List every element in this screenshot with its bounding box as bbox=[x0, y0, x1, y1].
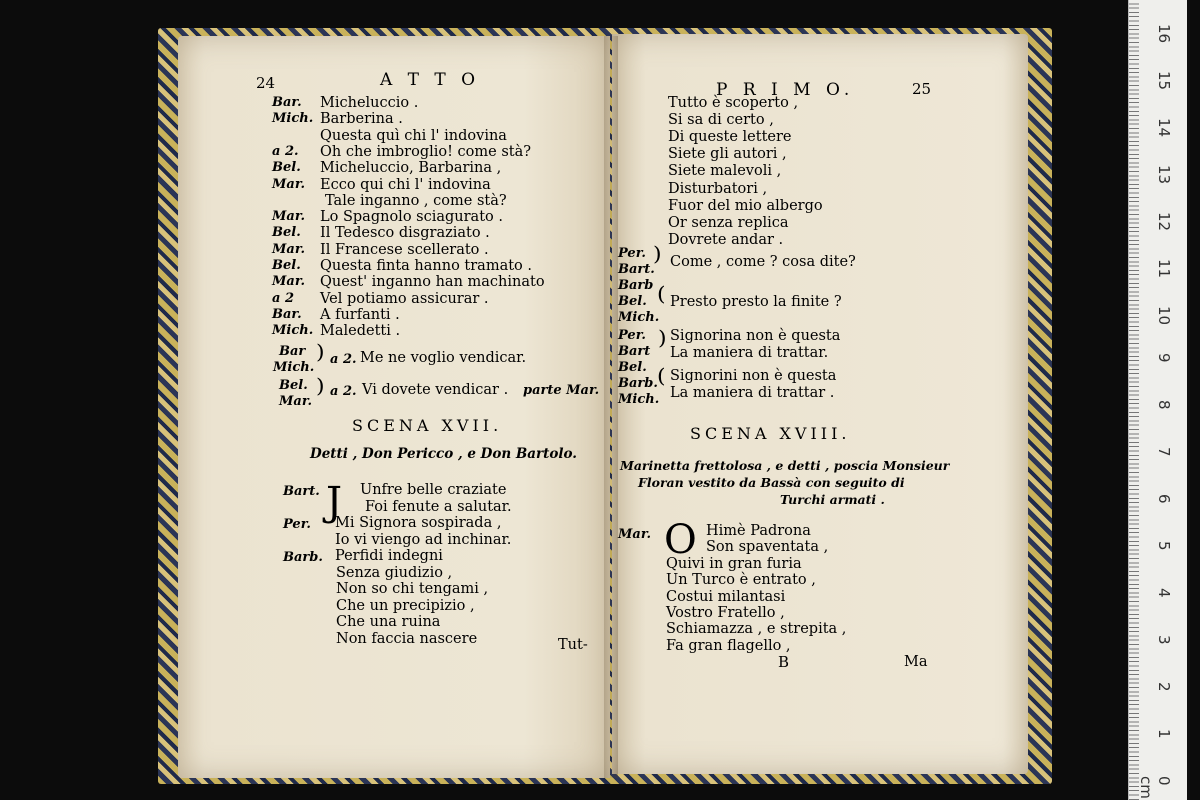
dialogue-line: Quest' inganno han machinato bbox=[320, 274, 545, 291]
verse-line: Schiamazza , e strepita , bbox=[666, 621, 847, 638]
ruler-mark: 13 bbox=[1155, 165, 1173, 185]
group4-brace: ( bbox=[657, 365, 666, 388]
right-running-head: P R I M O. bbox=[716, 80, 855, 100]
group3-speaker-1: Per. bbox=[618, 328, 646, 343]
book-gutter bbox=[604, 36, 618, 778]
duet1-speaker-2: Mich. bbox=[273, 360, 315, 375]
left-catchword: Tut- bbox=[558, 637, 588, 653]
ruler-mark: 4 bbox=[1155, 588, 1173, 598]
duet1-brace: ) bbox=[316, 341, 325, 364]
speaker-label: Mar. bbox=[272, 241, 305, 257]
speaker-label: Bel. bbox=[272, 225, 301, 241]
speaker-label: Bel. bbox=[272, 160, 301, 176]
group3-text-1: Signorina non è questa bbox=[670, 328, 841, 344]
ruler-mark: 15 bbox=[1155, 71, 1173, 91]
verse-line: Io vi viengo ad inchinar. bbox=[335, 531, 512, 548]
dialogue-line: Oh che imbroglio! come stà? bbox=[320, 143, 532, 160]
verse-line: Perfidi indegni bbox=[335, 548, 443, 564]
ruler-mark: 8 bbox=[1155, 400, 1173, 410]
speaker-label: Bar. bbox=[272, 95, 302, 110]
dialogue-line: Maledetti . bbox=[320, 323, 401, 340]
dialogue-line: Ecco qui chi l' indovina bbox=[320, 176, 491, 193]
dialogue-line: Lo Spagnolo sciagurato . bbox=[320, 209, 503, 226]
scene-17-title: SCENA XVII. bbox=[352, 416, 503, 435]
group2-speaker-1: Barb bbox=[618, 278, 654, 293]
speaker-label: Mar. bbox=[272, 176, 305, 192]
duet2-tag: a 2. bbox=[330, 384, 357, 399]
scene-18-cast-line-3: Turchi armati . bbox=[780, 492, 885, 507]
group4-text-1: Signorini non è questa bbox=[670, 368, 837, 384]
ruler-mark: 5 bbox=[1155, 541, 1173, 551]
ruler-mark: 9 bbox=[1155, 353, 1173, 363]
verse-line: Non faccia nascere bbox=[336, 630, 478, 647]
ruler-mark: 16 bbox=[1155, 24, 1173, 44]
verse-line: Fa gran flagello , bbox=[666, 637, 791, 654]
group1-text: Come , come ? cosa dite? bbox=[670, 254, 856, 270]
dialogue-line: Tutto è scoperto , bbox=[668, 95, 799, 111]
speaker-label: Per. bbox=[283, 517, 311, 532]
group2-brace: ( bbox=[657, 283, 666, 306]
speaker-label: Mich. bbox=[272, 323, 314, 339]
duet2-speaker-1: Bel. bbox=[279, 378, 308, 393]
ruler-mark: 6 bbox=[1155, 494, 1173, 504]
ruler-mark: 7 bbox=[1155, 447, 1173, 457]
duet2-brace: ) bbox=[316, 375, 325, 398]
speaker-label: Bel. bbox=[272, 258, 301, 273]
speaker-label: Barb. bbox=[283, 550, 323, 565]
verse-line: Non so chi tengami , bbox=[336, 581, 489, 597]
signature-mark: B bbox=[778, 653, 790, 671]
duet2-stage-note: parte Mar. bbox=[523, 383, 600, 398]
ruler-mark: 3 bbox=[1155, 635, 1173, 645]
verse-line: Che una ruina bbox=[336, 614, 441, 630]
speaker-label: Bart. bbox=[283, 484, 320, 499]
ruler-mark: 2 bbox=[1155, 682, 1173, 692]
dialogue-line: Questa finta hanno tramato . bbox=[320, 258, 532, 274]
speaker-label: Mar. bbox=[272, 209, 305, 225]
verse-line: Vostro Fratello , bbox=[666, 605, 785, 621]
verse-line: Foi fenute a salutar. bbox=[365, 498, 512, 515]
verse-line: Himè Padrona bbox=[706, 523, 811, 539]
dialogue-line: Si sa di certo , bbox=[668, 112, 774, 129]
dialogue-line: Di queste lettere bbox=[668, 129, 792, 146]
dialogue-line: Disturbatori , bbox=[668, 180, 768, 197]
ruler-mark: 10 bbox=[1155, 306, 1173, 326]
group4-text-2: La maniera di trattar . bbox=[670, 385, 835, 401]
verse-line: Che un precipizio , bbox=[336, 597, 475, 614]
speaker-label: a 2 bbox=[272, 290, 294, 306]
dialogue-line: Questa quì chi l' indovina bbox=[320, 127, 507, 144]
dialogue-line: Barberina . bbox=[320, 111, 403, 128]
verse-line: Senza giudizio , bbox=[336, 564, 453, 581]
group1-speaker-1: Per. bbox=[618, 246, 646, 261]
duet1-speaker-1: Bar bbox=[279, 344, 306, 359]
duet2-text: Vi dovete vendicar . bbox=[362, 382, 509, 398]
group3-text-2: La maniera di trattar. bbox=[670, 345, 829, 361]
verse-line: Costui milantasi bbox=[666, 588, 786, 605]
group2-speaker-2: Bel. bbox=[618, 294, 647, 309]
dialogue-line: A furfanti . bbox=[320, 306, 400, 323]
group4-speaker-3: Mich. bbox=[618, 392, 660, 407]
speaker-label: Mich. bbox=[272, 111, 314, 127]
left-page-number: 24 bbox=[256, 74, 276, 92]
right-catchword: Ma bbox=[904, 654, 928, 670]
left-running-head: A T T O bbox=[380, 70, 481, 90]
dialogue-line: Dovrete andar . bbox=[668, 231, 784, 248]
dialogue-line: Siete gli autori , bbox=[668, 146, 787, 163]
verse-line: Quivi in gran furia bbox=[666, 555, 802, 572]
verse-line: Unfre belle craziate bbox=[360, 482, 507, 498]
dialogue-line: Vel potiamo assicurar . bbox=[320, 290, 489, 307]
duet1-tag: a 2. bbox=[330, 352, 357, 367]
dialogue-line: Micheluccio, Barbarina , bbox=[320, 160, 502, 177]
drop-cap-o: O bbox=[664, 517, 697, 563]
scene-18-speaker: Mar. bbox=[618, 527, 651, 542]
ruler-mark: 14 bbox=[1155, 118, 1173, 138]
drop-cap-j: J bbox=[326, 479, 343, 525]
dialogue-line: Tale inganno , come stà? bbox=[325, 192, 507, 209]
right-page-number: 25 bbox=[912, 80, 932, 98]
measurement-ruler bbox=[1128, 0, 1187, 800]
dialogue-line: Il Tedesco disgraziato . bbox=[320, 225, 490, 242]
group4-speaker-2: Barb. bbox=[618, 376, 658, 391]
duet2-speaker-2: Mar. bbox=[279, 394, 312, 409]
ruler-mark: 1 bbox=[1155, 729, 1173, 739]
group1-speaker-2: Bart. bbox=[618, 262, 655, 277]
scene-18-cast-line-2: Floran vestito da Bassà con seguito di bbox=[638, 475, 905, 490]
dialogue-line: Or senza replica bbox=[668, 214, 789, 231]
ruler-mark: 0 cm bbox=[1137, 776, 1173, 799]
group3-speaker-2: Bart bbox=[618, 344, 651, 359]
ruler-mark: 12 bbox=[1155, 212, 1173, 232]
group2-text: Presto presto la finite ? bbox=[670, 294, 842, 310]
dialogue-line: Micheluccio . bbox=[320, 95, 419, 111]
speaker-label: Bar. bbox=[272, 306, 302, 322]
verse-line: Son spaventata , bbox=[706, 539, 829, 556]
group3-brace: ) bbox=[658, 327, 667, 350]
speaker-label: a 2. bbox=[272, 143, 299, 159]
verse-line: Mi Signora sospirada , bbox=[335, 515, 502, 531]
group2-speaker-3: Mich. bbox=[618, 310, 660, 325]
scene-18-title: SCENA XVIII. bbox=[690, 424, 851, 443]
group4-speaker-1: Bel. bbox=[618, 360, 647, 375]
group1-brace: ) bbox=[653, 243, 662, 266]
dialogue-line: Fuor del mio albergo bbox=[668, 197, 823, 214]
speaker-label: Mar. bbox=[272, 274, 305, 290]
scene-18-cast-line-1: Marinetta frettolosa , e detti , poscia Monsieur bbox=[620, 458, 950, 473]
ruler-mark: 11 bbox=[1155, 259, 1173, 279]
verse-line: Un Turco è entrato , bbox=[666, 572, 816, 589]
duet1-text: Me ne voglio vendicar. bbox=[360, 350, 527, 366]
dialogue-line: Siete malevoli , bbox=[668, 163, 782, 180]
dialogue-line: Il Francese scellerato . bbox=[320, 241, 489, 258]
scene-17-cast: Detti , Don Pericco , e Don Bartolo. bbox=[310, 446, 578, 462]
